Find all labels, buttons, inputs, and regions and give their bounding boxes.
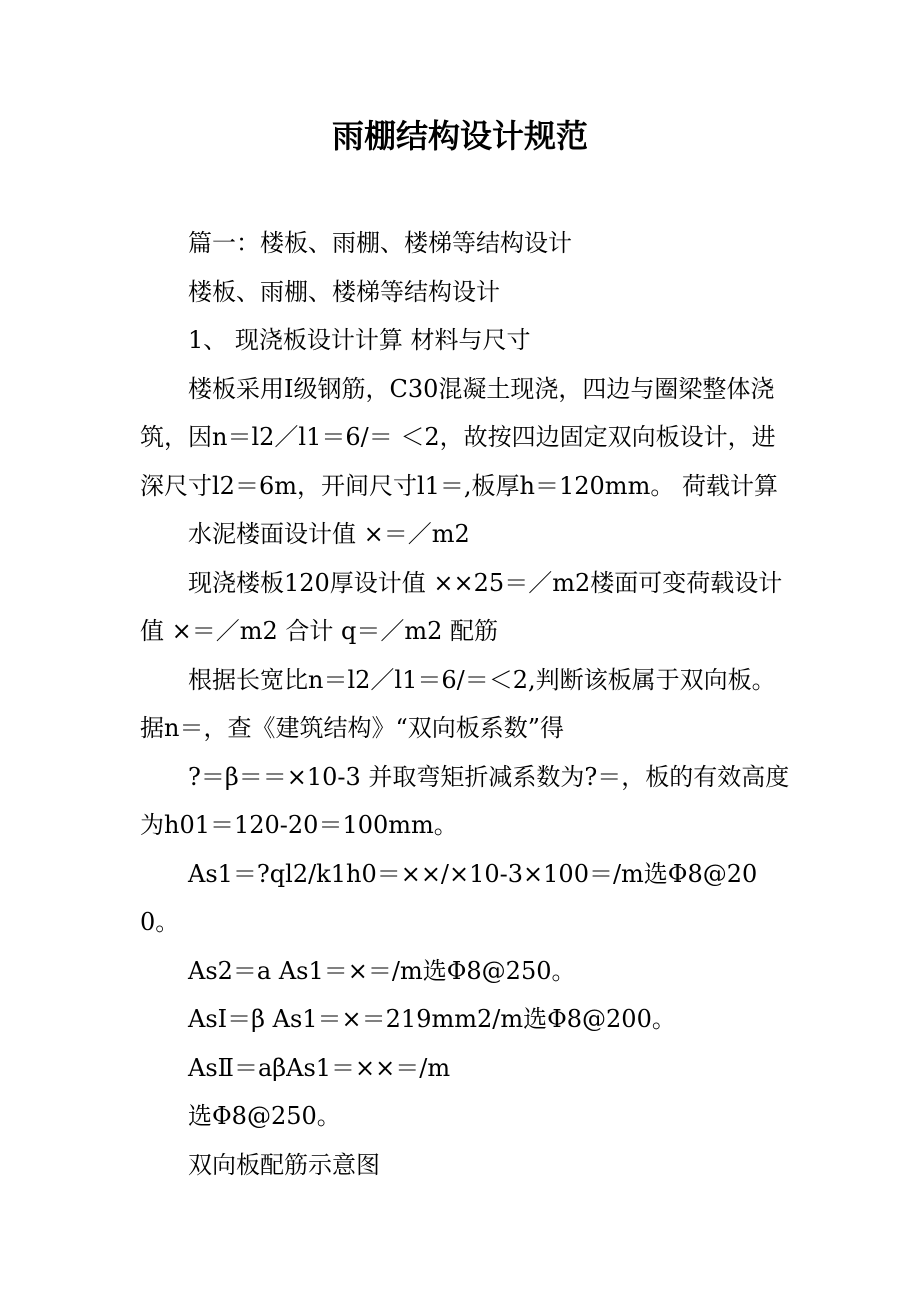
paragraph-item-heading: 1、 现浇板设计计算 材料与尺寸 xyxy=(188,326,531,354)
paragraph-aspect-ratio: 根据长宽比n＝l2／l1＝6/＝＜2,判断该板属于双向板。据n＝，查《建筑结构》“双向板系数”得 xyxy=(140,665,776,742)
paragraph-floor-load: 水泥楼面设计值 ×＝／m2 xyxy=(188,520,470,548)
paragraph-as-i: AsⅠ＝β As1＝×＝219mm2/m选Φ8@200。 xyxy=(188,1005,676,1033)
document-title: 雨棚结构设计规范 xyxy=(331,117,588,155)
paragraph-subheading: 楼板、雨棚、楼梯等结构设计 xyxy=(188,277,500,306)
paragraph-as2: As2＝a As1＝×＝/m选Φ8@250。 xyxy=(188,956,576,985)
paragraph-selection: 选Φ8@250。 xyxy=(188,1102,341,1130)
paragraph-section-heading: 篇一：楼板、雨棚、楼梯等结构设计 xyxy=(188,229,572,257)
paragraph-as-ii: AsⅡ＝aβAs1＝××＝/m xyxy=(188,1053,451,1082)
paragraph-slab-load: 现浇楼板120厚设计值 ××25＝／m2楼面可变荷载设计值 ×＝／m2 合计 q＝／m2 配筋 xyxy=(140,568,783,645)
paragraph-diagram-caption: 双向板配筋示意图 xyxy=(188,1150,380,1179)
document-body xyxy=(140,219,790,1189)
paragraph-coefficients: ?＝β＝＝×10-3 并取弯矩折减系数为?＝，板的有效高度为h01＝120-20＝100mm。 xyxy=(140,762,790,839)
paragraph-materials: 楼板采用Ⅰ级钢筋，C30混凝土现浇，四边与圈梁整体浇筑，因n＝l2／l1＝6/＝ ＜2，故按四边固定双向板设计，进深尺寸l2＝6m，开间尺寸l1＝,板厚h＝120mm。 荷载计算 xyxy=(140,374,778,500)
paragraph-as1: As1＝?ql2/k1h0＝××/×10-3×100＝/m选Φ8@200。 xyxy=(140,859,758,936)
